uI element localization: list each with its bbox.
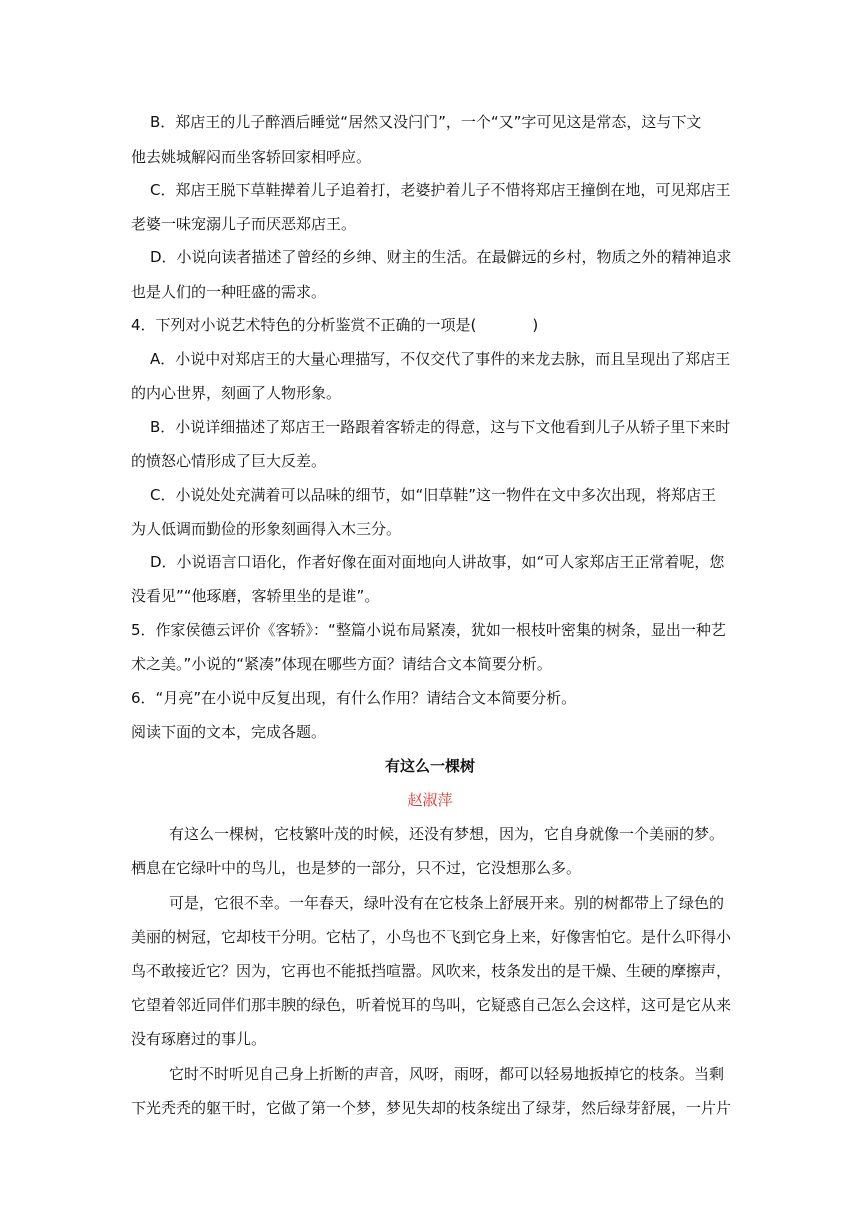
para2-line5: 没有琢磨过的事儿。: [131, 1030, 267, 1048]
q3-option-b-line1: B．郑店王的儿子醉酒后睡觉“居然又没闩门”，一个“又”字可见这是常态，这与下文: [150, 113, 702, 131]
q4-stem-text: 4．下列对小说艺术特色的分析鉴赏不正确的一项是(: [131, 316, 477, 334]
q3-option-d-line1: D．小说向读者描述了曾经的乡绅、财主的生活。在最僻远的乡村，物质之外的精神追求: [150, 248, 732, 266]
q4-stem: [131, 315, 538, 335]
q4-option-d-line2: 没看见”“他琢磨，客轿里坐的是谁”。: [131, 587, 380, 605]
para2-line1: 可是，它很不幸。一年春天，绿叶没有在它枝条上舒展开来。别的树都带上了绿色的: [169, 894, 725, 912]
para2-line4: 它望着邻近同伴们那丰腴的绿色，听着悦耳的鸟叫，它疑惑自己怎么会这样，这可是它从来: [131, 996, 732, 1014]
q4-option-b-line2: 的愤怒心情形成了巨大反差。: [131, 452, 327, 470]
article-title: 有这么一棵树: [384, 757, 475, 775]
q4-option-c-line2: 为人低调而勤俭的形象刻画得入木三分。: [131, 520, 402, 538]
para3-line1: 它时不时听见自己身上折断的声音，风呀，雨呀，都可以轻易地扳掉它的枝条。当剩: [169, 1065, 725, 1083]
q3-option-c-line2: 老婆一味宠溺儿子而厌恶郑店王。: [131, 215, 357, 233]
q5-line1: 5．作家侯德云评价《客轿》：“整篇小说布局紧凑，犹如一根枝叶密集的树条，显出一种艺: [131, 621, 726, 639]
para1-line1: 有这么一棵树，它枝繁叶茂的时候，还没有梦想，因为，它自身就像一个美丽的梦。: [169, 825, 725, 843]
q4-option-c-line1: C．小说处处充满着可以品味的细节，如“旧草鞋”这一物件在文中多次出现，将郑店王: [150, 486, 717, 504]
q4-stem-end: ): [532, 316, 539, 334]
q4-option-d-line1: D．小说语言口语化，作者好像在面对面地向人讲故事，如“可人家郑店王正常着呢，您: [150, 553, 725, 571]
q3-option-d-line2: 也是人们的一种旺盛的需求。: [131, 283, 327, 301]
article-author: 赵淑萍: [407, 791, 453, 809]
q6-line: 6．“月亮”在小说中反复出现，有什么作用？请结合文本简要分析。: [131, 689, 577, 707]
para2-line2: 美丽的树冠，它却枝干分明。它枯了，小鸟也不飞到它身上来，好像害怕它。是什么吓得小: [131, 928, 732, 946]
q4-option-a-line1: A．小说中对郑店王的大量心理描写，不仅交代了事件的来龙去脉，而且呈现出了郑店王: [150, 350, 731, 368]
q3-option-c-line1: C．郑店王脱下草鞋撵着儿子追着打，老婆护着儿子不惜将郑店王撞倒在地，可见郑店王: [150, 181, 731, 199]
reading-instruction: 阅读下面的文本，完成各题。: [131, 723, 327, 741]
para3-line2: 下光秃秃的躯干时，它做了第一个梦，梦见失却的枝条绽出了绿芽，然后绿芽舒展，一片片: [131, 1099, 732, 1117]
q3-option-b-line2: 他去姚城解闷而坐客轿回家相呼应。: [131, 148, 372, 166]
para1-line2: 栖息在它绿叶中的鸟儿，也是梦的一部分，只不过，它没想那么多。: [131, 859, 582, 877]
q4-option-a-line2: 的内心世界，刻画了人物形象。: [131, 384, 342, 402]
q5-line2: 术之美。”小说的“紧凑”体现在哪些方面？请结合文本简要分析。: [131, 655, 552, 673]
para2-line3: 鸟不敢接近它？因为，它再也不能抵挡喧嚣。风吹来，枝条发出的是干燥、生硬的摩擦声，: [131, 962, 732, 980]
q4-option-b-line1: B．小说详细描述了郑店王一路跟着客轿走的得意，这与下文他看到儿子从轿子里下来时: [150, 418, 731, 436]
